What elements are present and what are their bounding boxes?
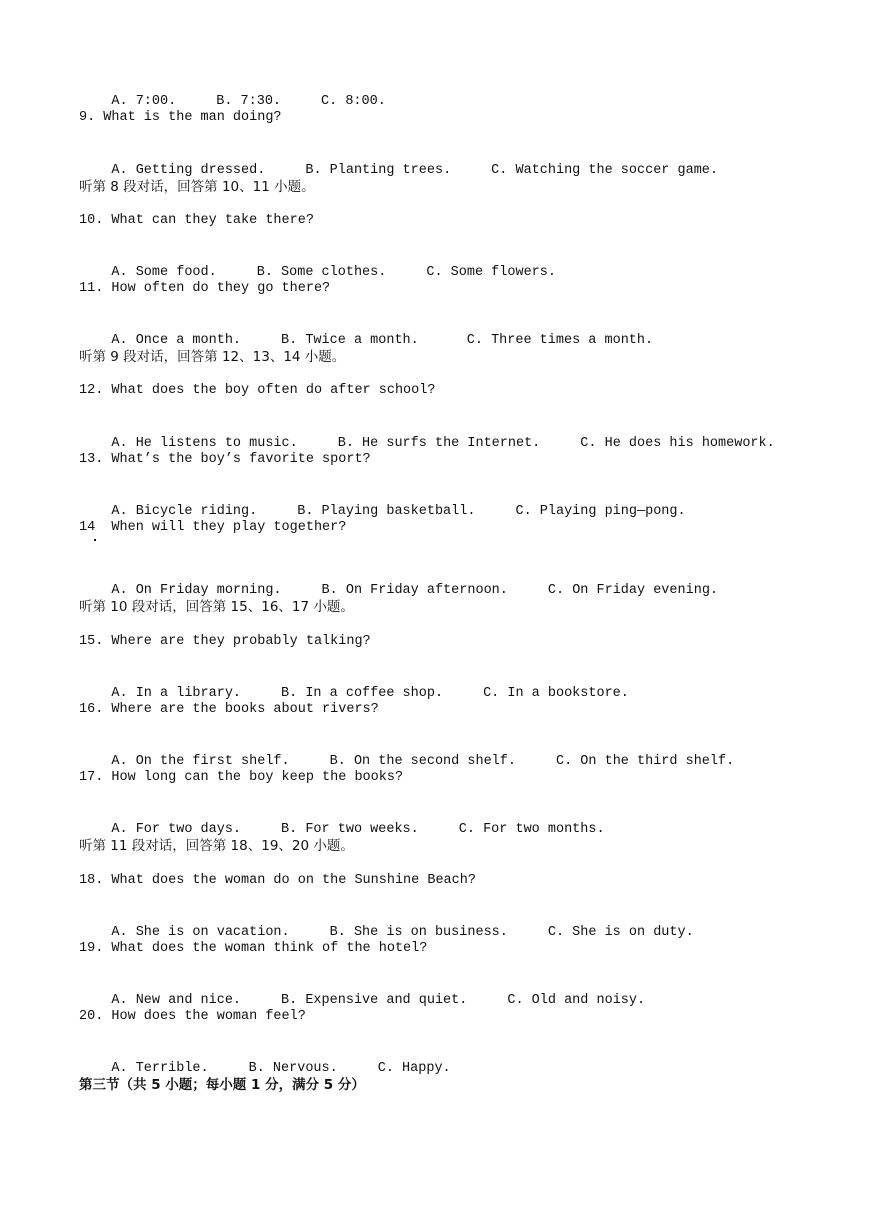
option-c: C. On Friday evening. [547, 583, 719, 598]
option-a: A. Once a month. [111, 333, 242, 348]
option-a: A. 7:00. [111, 94, 177, 109]
option-a: A. Some food. [111, 265, 217, 280]
question-17: 17. How long can the boy keep the books? [79, 770, 404, 785]
option-c: C. Happy. [377, 1061, 451, 1076]
option-c: C. He does his homework. [580, 436, 775, 451]
question-16: 16. Where are the books about rivers? [79, 702, 379, 717]
option-a: A. For two days. [111, 822, 242, 837]
option-b: B. Expensive and quiet. [281, 993, 468, 1008]
option-b: B. On Friday afternoon. [321, 583, 508, 598]
option-c: C. Old and noisy. [507, 993, 646, 1008]
option-c: C. Some flowers. [426, 265, 556, 280]
option-a: A. Bicycle riding. [111, 504, 258, 519]
question-13: 13. What’s the boy’s favorite sport? [79, 452, 371, 467]
option-b: B. She is on business. [329, 925, 508, 940]
option-b: B. He surfs the Internet. [337, 436, 541, 451]
option-c: C. 8:00. [321, 94, 386, 109]
question-10: 10. What can they take there? [79, 213, 314, 228]
question-20: 20. How does the woman feel? [79, 1009, 306, 1024]
option-a: A. On the first shelf. [111, 754, 290, 769]
option-b: B. Planting trees. [305, 163, 452, 178]
option-a: A. Getting dressed. [111, 163, 266, 178]
question-9: 9. What is the man doing? [79, 110, 282, 125]
option-b: B. Playing basketball. [297, 504, 476, 519]
option-c: C. Three times a month. [466, 333, 654, 348]
question-12: 12. What does the boy often do after school? [79, 383, 436, 398]
section-instruction-11: 听第 11 段对话，回答第 18、19、20 小题。 [79, 838, 354, 854]
option-a: A. Terrible. [111, 1061, 209, 1076]
option-b: B. 7:30. [216, 94, 282, 109]
option-b: B. For two weeks. [281, 822, 419, 837]
option-c: C. Playing ping—pong. [515, 504, 686, 519]
stray-dot-mark [94, 539, 96, 541]
section-instruction-8: 听第 8 段对话，回答第 10、11 小题。 [79, 179, 315, 195]
option-a: A. On Friday morning. [111, 583, 282, 598]
option-b: B. Twice a month. [281, 333, 419, 348]
option-c: C. In a bookstore. [483, 686, 629, 701]
option-c: C. Watching the soccer game. [491, 163, 719, 178]
option-c: C. On the third shelf. [555, 754, 735, 769]
option-c: C. For two months. [458, 822, 605, 837]
question-15: 15. Where are they probably talking? [79, 634, 371, 649]
section-instruction-9: 听第 9 段对话，回答第 12、13、14 小题。 [79, 349, 346, 365]
option-b: B. Nervous. [248, 1061, 338, 1076]
option-a: A. She is on vacation. [111, 925, 290, 940]
question-11: 11. How often do they go there? [79, 281, 331, 296]
section-instruction-10: 听第 10 段对话，回答第 15、16、17 小题。 [79, 599, 354, 615]
option-a: A. In a library. [111, 686, 242, 701]
question-14: 14 When will they play together? [79, 520, 347, 535]
option-a: A. He listens to music. [111, 436, 298, 451]
question-19: 19. What does the woman think of the hotel? [79, 941, 428, 956]
question-18: 18. What does the woman do on the Sunshine Beach? [79, 873, 476, 888]
option-b: B. In a coffee shop. [281, 686, 444, 701]
option-b: B. On the second shelf. [329, 754, 516, 769]
option-a: A. New and nice. [111, 993, 242, 1008]
option-c: C. She is on duty. [547, 925, 694, 940]
option-b: B. Some clothes. [256, 265, 387, 280]
section-three-heading: 第三节（共 5 小题；每小题 1 分，满分 5 分） [79, 1077, 365, 1093]
